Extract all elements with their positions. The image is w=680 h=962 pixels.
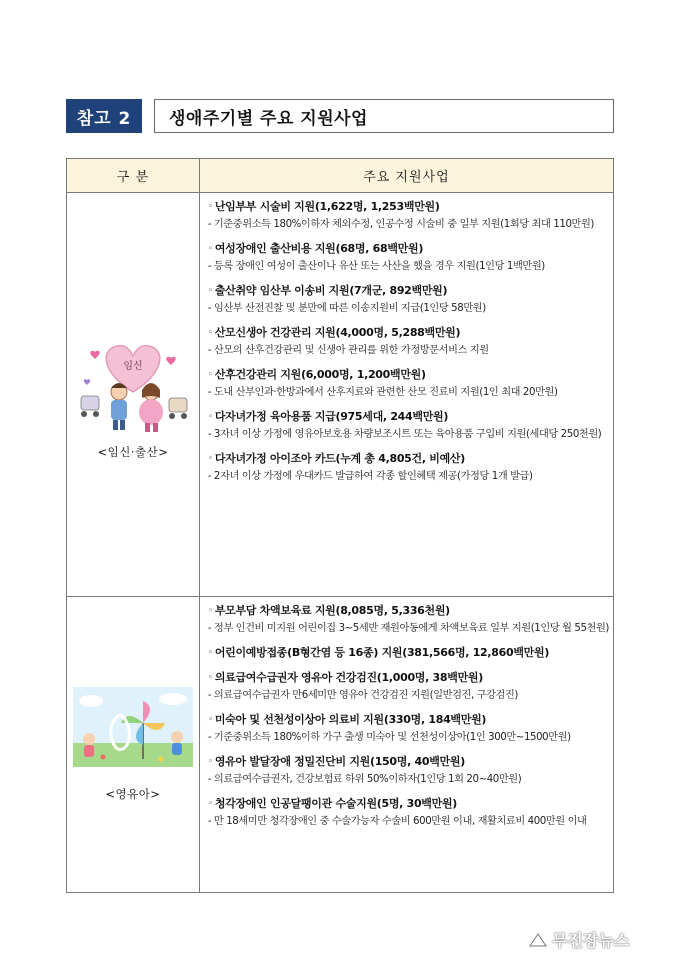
program-desc: - 2자녀 이상 가정에 우대카드 발급하여 각종 할인혜택 제공(가정당 1개 발급) xyxy=(207,471,533,482)
program-desc: - 기준중위소득 180%이하 가구 출생 미숙아 및 선천성이상아(1인 300만~1500만원) xyxy=(207,732,571,743)
table-row xyxy=(67,193,614,597)
program-item xyxy=(208,199,609,233)
category-cell-pregnancy xyxy=(67,193,200,597)
header-programs: 주요 지원사업 xyxy=(199,159,613,193)
program-title: ◦ 의료급여수급권자 영유아 건강검진(1,000명, 38백만원) xyxy=(207,671,483,684)
bullet-icon: ◦ xyxy=(207,673,213,683)
page-title: 생애주기별 주요 지원사업 xyxy=(154,99,614,133)
news-logo-icon xyxy=(528,930,548,950)
bullet-icon: ◦ xyxy=(207,202,213,212)
program-title: ◦ 여성장애인 출산비용 지원(68명, 68백만원) xyxy=(207,242,424,255)
program-desc: - 산모의 산후건강관리 및 신생아 관리를 위한 가정방문서비스 지원 xyxy=(207,345,489,356)
section-title xyxy=(66,99,614,133)
bullet-icon: ◦ xyxy=(207,370,213,380)
bullet-icon: ◦ xyxy=(207,648,213,658)
program-desc: - 임산부 산전진찰 및 분만에 따른 이송지원비 지급(1인당 58만원) xyxy=(207,303,486,314)
program-title: ◦ 청각장애인 인공달팽이관 수술지원(5명, 30백만원) xyxy=(207,797,458,810)
support-programs-table xyxy=(66,158,614,893)
program-title: ◦ 산후건강관리 지원(6,000명, 1,200백만원) xyxy=(207,368,426,381)
bullet-icon: ◦ xyxy=(207,328,213,338)
bullet-icon: ◦ xyxy=(207,286,213,296)
infant-illustration xyxy=(73,687,193,770)
program-title: ◦ 다자녀가정 육아용품 지급(975세대, 244백만원) xyxy=(207,410,449,423)
program-item xyxy=(208,754,609,788)
program-item xyxy=(208,670,609,704)
program-list-infant xyxy=(199,597,613,893)
program-title: ◦ 영유아 발달장애 정밀진단비 지원(150명, 40백만원) xyxy=(207,755,465,768)
bullet-icon: ◦ xyxy=(207,715,213,725)
header-category: 구 분 xyxy=(67,159,200,193)
program-item xyxy=(208,241,609,275)
bullet-icon: ◦ xyxy=(207,412,213,422)
program-desc: - 3자녀 이상 가정에 영유아보호용 차량보조시트 또는 육아용품 구입비 지원(세대당 250천원) xyxy=(207,429,602,440)
program-item xyxy=(208,603,609,637)
category-label: <임신·출산> xyxy=(97,444,169,459)
pregnancy-illustration xyxy=(73,330,193,438)
program-item xyxy=(208,796,609,830)
watermark xyxy=(528,928,629,951)
program-item xyxy=(208,283,609,317)
program-desc: - 의료급여수급권자 만6세미만 영유아 건강검진 지원(일반검진, 구강검진) xyxy=(207,690,518,701)
program-desc: - 만 18세미만 청각장애인 중 수술가능자 수술비 600만원 이내, 재활치료비 400만원 이내 xyxy=(207,816,587,827)
program-item xyxy=(208,451,609,485)
illustration-label: 임신 xyxy=(123,360,143,372)
bullet-icon: ◦ xyxy=(207,244,213,254)
program-desc: - 정부 인건비 미지원 어린이집 3~5세반 재원아동에게 차액보육료 일부 지원(1인당 월 55천원) xyxy=(207,623,609,634)
program-title: ◦ 부모부담 차액보육료 지원(8,085명, 5,336천원) xyxy=(207,604,450,617)
program-title: ◦ 난임부부 시술비 지원(1,622명, 1,253백만원) xyxy=(207,200,440,213)
category-label: <영유아> xyxy=(105,787,161,801)
program-title: ◦ 산모신생아 건강관리 지원(4,000명, 5,288백만원) xyxy=(207,326,461,339)
program-title: ◦ 미숙아 및 선천성이상아 의료비 지원(330명, 184백만원) xyxy=(207,713,487,726)
program-item xyxy=(208,409,609,443)
bullet-icon: ◦ xyxy=(207,606,213,616)
bullet-icon: ◦ xyxy=(207,757,213,767)
program-item xyxy=(208,367,609,401)
program-item xyxy=(208,325,609,359)
category-cell-infant xyxy=(67,597,200,893)
program-list-pregnancy xyxy=(199,193,613,597)
program-title: ◦ 출산취약 임산부 이송비 지원(7개군, 892백만원) xyxy=(207,284,448,297)
table-row xyxy=(67,597,614,893)
watermark-text: 무진장뉴스 xyxy=(552,931,630,950)
program-desc: - 의료급여수급권자, 건강보험료 하위 50%이하자(1인당 1회 20~40만원) xyxy=(207,774,522,785)
bullet-icon: ◦ xyxy=(207,454,213,464)
program-desc: - 등록 장애인 여성이 출산이나 유산 또는 사산을 했을 경우 지원(1인당 1백만원) xyxy=(207,261,545,272)
program-title: ◦ 어린이예방접종(B형간염 등 16종) 지원(381,566명, 12,860백만원) xyxy=(207,646,550,659)
reference-tag: 참고 2 xyxy=(66,99,142,133)
program-desc: - 기준중위소득 180%이하자 체외수정, 인공수정 시술비 중 일부 지원(1회당 최대 110만원) xyxy=(207,219,594,230)
program-desc: - 도내 산부인과·한방과에서 산후지료와 관련한 산모 진료비 지원(1인 최대 20만원) xyxy=(207,387,558,398)
table-header-row xyxy=(67,159,614,193)
program-item xyxy=(208,712,609,746)
program-title: ◦ 다자녀가정 아이조아 카드(누계 총 4,805건, 비예산) xyxy=(207,452,465,465)
program-item xyxy=(208,645,609,662)
bullet-icon: ◦ xyxy=(207,799,213,809)
